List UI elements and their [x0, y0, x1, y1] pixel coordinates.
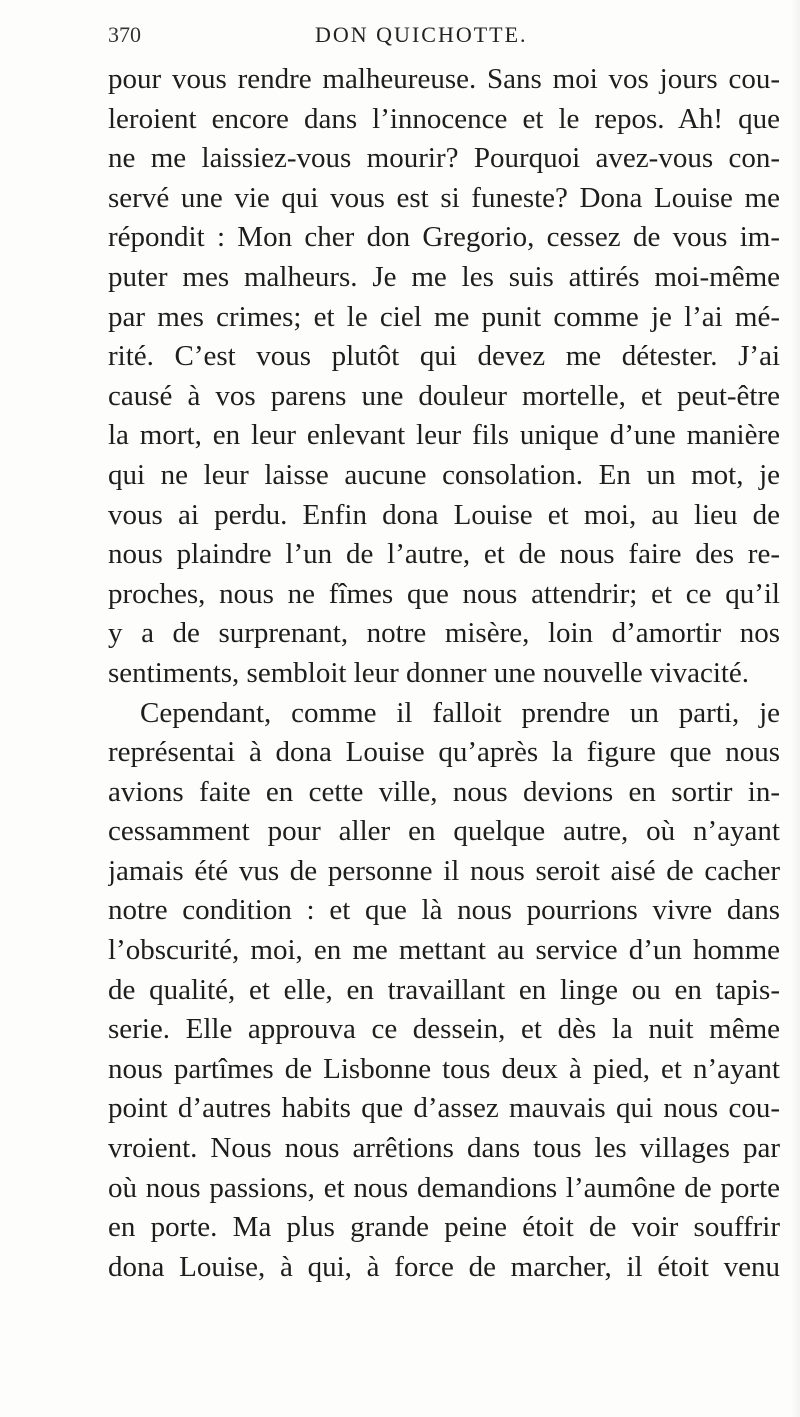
- text-line: qui ne leur laisse aucune consolation. En un mot, je: [108, 458, 780, 491]
- text-line: de qualité, et elle, en travaillant en linge ou en tapis-: [108, 973, 780, 1006]
- text-line: point d’autres habits que d’assez mauvais qui nous cou-: [108, 1092, 780, 1125]
- text-line: la mort, en leur enlevant leur fils unique d’une manière: [108, 419, 780, 452]
- text-line: par mes crimes; et le ciel me punit comme je l’ai mé-: [108, 300, 780, 333]
- text-line: où nous passions, et nous demandions l’aumône de porte: [108, 1171, 780, 1204]
- text-line: l’obscurité, moi, en me mettant au service d’un homme: [108, 934, 780, 967]
- text-line: ne me laissiez-vous mourir? Pourquoi avez-vous con-: [108, 142, 780, 175]
- text-line: causé à vos parens une douleur mortelle, et peut-être: [108, 379, 780, 412]
- text-line: en porte. Ma plus grande peine étoit de voir souffrir: [108, 1211, 780, 1244]
- text-line: puter mes malheurs. Je me les suis attirés moi-même: [108, 260, 780, 293]
- text-line: dona Louise, à qui, à force de marcher, il étoit venu: [108, 1250, 780, 1283]
- text-line: nous partîmes de Lisbonne tous deux à pied, et n’ayant: [108, 1052, 780, 1085]
- page-header: [108, 18, 788, 58]
- text-line: pour vous rendre malheureuse. Sans moi vos jours cou-: [108, 63, 780, 95]
- text-line: rité. C’est vous plutôt qui devez me détester. J’ai: [108, 340, 780, 373]
- running-head: DON QUICHOTTE.: [315, 22, 528, 47]
- text-line: représentai à dona Louise qu’après la figure que nous: [108, 736, 780, 769]
- text-line: vroient. Nous nous arrêtions dans tous les villages par: [108, 1132, 780, 1165]
- text-line: nous plaindre l’un de l’autre, et de nous faire des re-: [108, 538, 780, 571]
- text-line: jamais été vus de personne il nous seroit aisé de cacher: [108, 854, 780, 887]
- text-line: leroient encore dans l’innocence et le repos. Ah! que: [108, 102, 780, 135]
- body-text: [108, 60, 780, 1287]
- text-line: servé une vie qui vous est si funeste? Dona Louise me: [108, 181, 780, 214]
- page-edge-shadow: [790, 0, 800, 1417]
- text-line: vous ai perdu. Enfin dona Louise et moi, au lieu de: [108, 498, 780, 531]
- text-line: sentiments, sembloit leur donner une nouvelle vivacité.: [108, 656, 750, 689]
- text-line: Cependant, comme il falloit prendre un parti, je: [140, 696, 780, 729]
- text-line: proches, nous ne fîmes que nous attendrir; et ce qu’il: [108, 577, 780, 610]
- text-line: cessamment pour aller en quelque autre, où n’ayant: [108, 815, 780, 848]
- text-line: y a de surprenant, notre misère, loin d’amortir nos: [108, 617, 780, 650]
- text-line: notre condition : et que là nous pourrions vivre dans: [108, 894, 780, 927]
- text-line: serie. Elle approuva ce dessein, et dès la nuit même: [108, 1013, 780, 1046]
- text-line: répondit : Mon cher don Gregorio, cessez de vous im-: [108, 221, 780, 254]
- text-line: avions faite en cette ville, nous devions en sortir in-: [108, 775, 780, 808]
- page-number: 370: [108, 22, 141, 47]
